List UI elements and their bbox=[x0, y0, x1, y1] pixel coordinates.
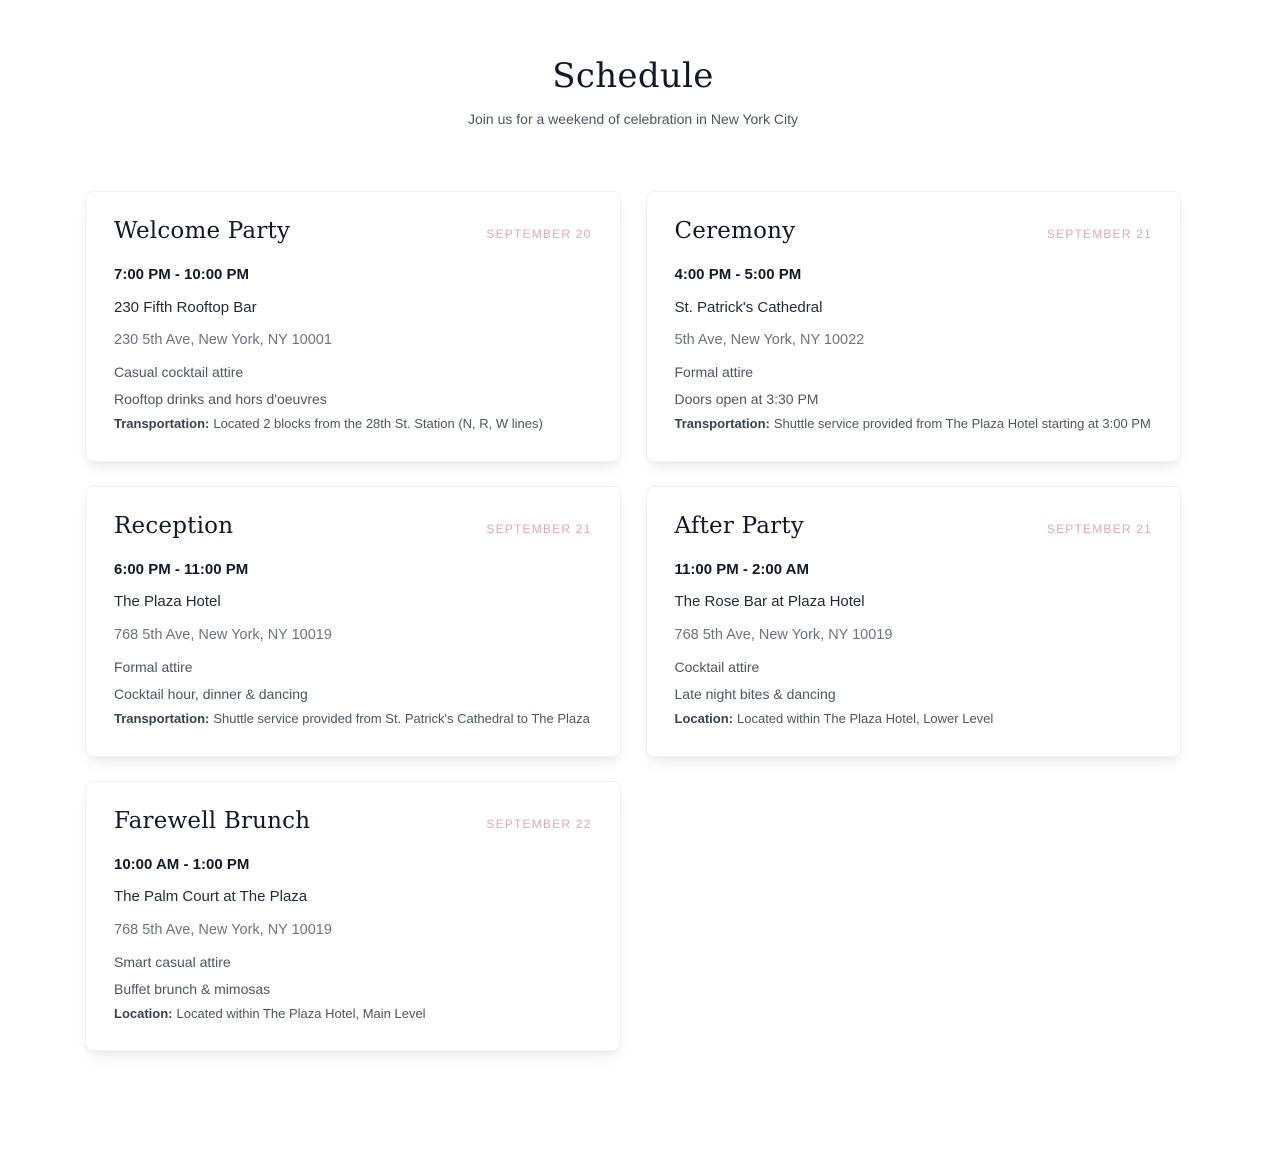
event-date-badge: SEPTEMBER 22 bbox=[486, 816, 592, 831]
event-card-header bbox=[675, 513, 1153, 539]
event-note bbox=[114, 711, 592, 727]
event-venue: The Rose Bar at Plaza Hotel bbox=[674, 593, 865, 611]
event-address: 768 5th Ave, New York, NY 10019 bbox=[114, 627, 332, 644]
event-title: Welcome Party bbox=[114, 217, 291, 244]
event-date-badge: SEPTEMBER 20 bbox=[486, 226, 592, 241]
event-note-label: Location: bbox=[114, 1006, 173, 1022]
event-note-label: Location: bbox=[674, 711, 733, 727]
event-time: 7:00 PM - 10:00 PM bbox=[114, 265, 250, 283]
event-address: 768 5th Ave, New York, NY 10019 bbox=[114, 922, 332, 939]
event-note bbox=[114, 416, 592, 432]
event-title: Farewell Brunch bbox=[114, 807, 311, 834]
event-note-text: Shuttle service provided from The Plaza Hotel starting at 3:00 PM bbox=[773, 416, 1151, 432]
event-description: Late night bites & dancing bbox=[674, 685, 836, 702]
event-time: 4:00 PM - 5:00 PM bbox=[674, 265, 802, 283]
event-note bbox=[675, 711, 1153, 727]
event-card-header bbox=[114, 808, 592, 834]
event-note-text: Shuttle service provided from St. Patrick's Cathedral to The Plaza bbox=[213, 711, 590, 727]
event-attire: Formal attire bbox=[114, 659, 193, 676]
event-time: 11:00 PM - 2:00 AM bbox=[674, 560, 809, 578]
event-attire: Casual cocktail attire bbox=[114, 364, 244, 381]
event-venue: 230 Fifth Rooftop Bar bbox=[114, 298, 257, 316]
event-title: After Party bbox=[674, 512, 804, 539]
event-card bbox=[646, 191, 1182, 462]
event-date-badge: SEPTEMBER 21 bbox=[1046, 226, 1152, 241]
event-card bbox=[646, 486, 1182, 757]
event-note-text: Located 2 blocks from the 28th St. Station (N, R, W lines) bbox=[213, 416, 543, 432]
event-date-badge: SEPTEMBER 21 bbox=[1046, 521, 1152, 536]
event-time: 6:00 PM - 11:00 PM bbox=[114, 560, 249, 578]
page-header bbox=[0, 56, 1266, 127]
event-venue: The Plaza Hotel bbox=[114, 593, 221, 611]
page-title: Schedule bbox=[552, 56, 714, 96]
event-address: 768 5th Ave, New York, NY 10019 bbox=[674, 627, 893, 644]
event-title: Reception bbox=[114, 512, 234, 539]
event-note-label: Transportation: bbox=[674, 416, 770, 432]
event-description: Cocktail hour, dinner & dancing bbox=[114, 685, 308, 702]
event-note bbox=[675, 416, 1153, 432]
event-note bbox=[114, 1006, 592, 1022]
events-grid bbox=[85, 191, 1181, 1112]
event-time: 10:00 AM - 1:00 PM bbox=[114, 855, 250, 873]
event-venue: The Palm Court at The Plaza bbox=[114, 888, 308, 906]
event-card bbox=[85, 191, 621, 462]
event-card bbox=[85, 486, 621, 757]
event-attire: Formal attire bbox=[674, 364, 754, 381]
event-title: Ceremony bbox=[674, 217, 796, 244]
event-description: Rooftop drinks and hors d'oeuvres bbox=[114, 390, 327, 407]
event-date-badge: SEPTEMBER 21 bbox=[486, 521, 592, 536]
event-note-text: Located within The Plaza Hotel, Main Level bbox=[176, 1006, 426, 1022]
page-subtitle: Join us for a weekend of celebration in New York City bbox=[468, 110, 798, 127]
event-venue: St. Patrick's Cathedral bbox=[674, 298, 823, 316]
event-card-header bbox=[114, 218, 592, 244]
event-note-text: Located within The Plaza Hotel, Lower Level bbox=[737, 711, 994, 727]
event-description: Doors open at 3:30 PM bbox=[674, 390, 819, 407]
event-note-label: Transportation: bbox=[114, 416, 210, 432]
event-description: Buffet brunch & mimosas bbox=[114, 980, 271, 997]
event-card-header bbox=[675, 218, 1153, 244]
event-note-label: Transportation: bbox=[114, 711, 210, 727]
event-card bbox=[85, 781, 621, 1052]
event-attire: Smart casual attire bbox=[114, 954, 231, 971]
event-address: 230 5th Ave, New York, NY 10001 bbox=[114, 332, 332, 349]
event-attire: Cocktail attire bbox=[674, 659, 760, 676]
event-address: 5th Ave, New York, NY 10022 bbox=[674, 332, 865, 349]
event-card-header bbox=[114, 513, 592, 539]
